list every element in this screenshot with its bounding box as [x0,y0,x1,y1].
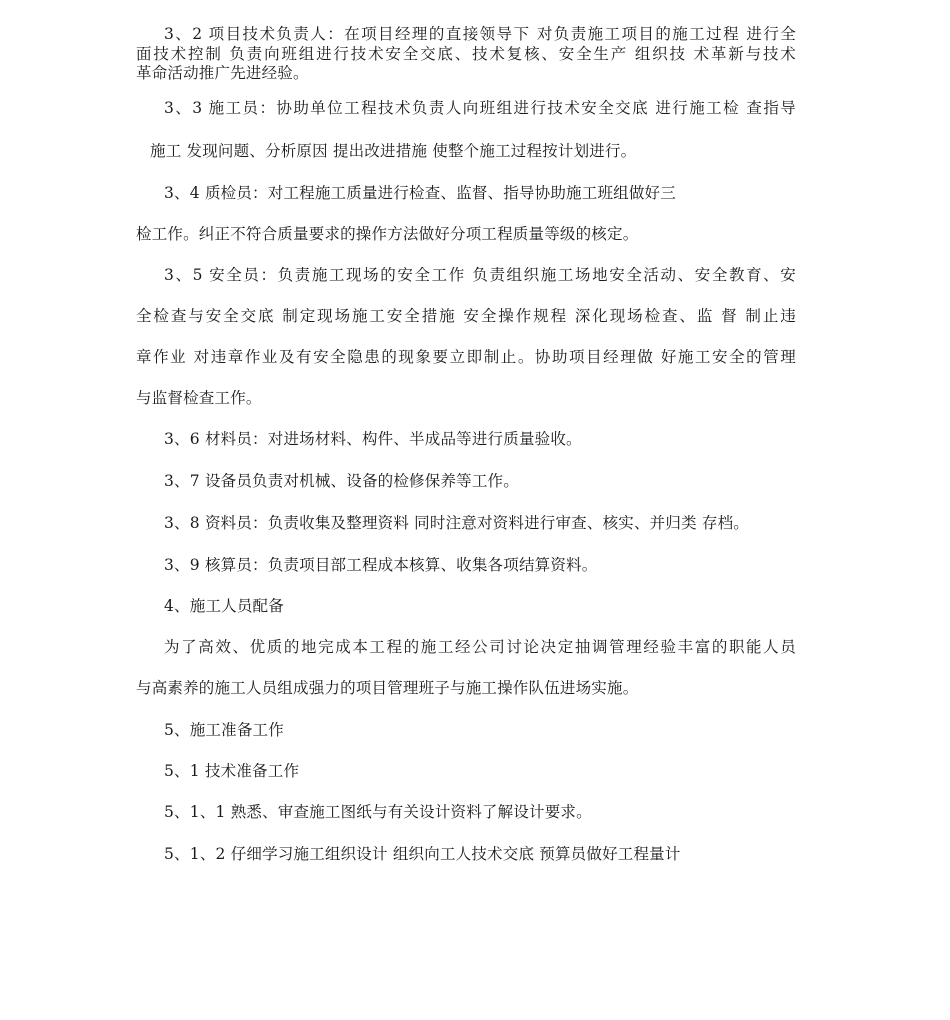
text-line: 与监督检查工作。 [136,389,262,407]
text-line: 3、8 资料员：负责收集及整理资料 同时注意对资料进行审查、核实、并归类 存档。 [164,514,750,532]
text-line: 施工 发现问题、分析原因 提出改进措施 使整个施工过程按计划进行。 [150,142,637,160]
text-line: 革命活动推广先进经验。 [136,64,309,82]
text-line: 面技术控制 负责向班组进行技术安全交底、技术复核、安全生产 组织技 术革新与技术 [136,45,796,63]
text-line: 检工作。纠正不符合质量要求的操作方法做好分项工程质量等级的核定。 [136,225,639,243]
text-line: 全检查与安全交底 制定现场施工安全措施 安全操作规程 深化现场检查、监 督 制止违 [136,307,796,325]
text-line: 3、2 项目技术负责人：在项目经理的直接领导下 对负责施工项目的施工过程 进行全 [164,25,796,43]
text-line: 3、4 质检员：对工程施工质量进行检查、监督、指导协助施工班组做好三 [164,184,676,202]
text-line: 为了高效、优质的地完成本工程的施工经公司讨论决定抽调管理经验丰富的职能人员 [164,638,796,656]
text-line: 3、9 核算员：负责项目部工程成本核算、收集各项结算资料。 [164,556,598,574]
text-line: 3、3 施工员：协助单位工程技术负责人向班组进行技术安全交底 进行施工检 查指导 [164,99,796,117]
text-line: 5、1、2 仔细学习施工组织设计 组织向工人技术交底 预算员做好工程量计 [164,845,681,863]
section-heading: 5、施工准备工作 [164,721,284,739]
text-line: 3、6 材料员：对进场材料、构件、半成品等进行质量验收。 [164,430,582,448]
text-line: 章作业 对违章作业及有安全隐患的现象要立即制止。协助项目经理做 好施工安全的管理 [136,348,796,366]
subsection-heading: 5、1 技术准备工作 [164,762,300,780]
text-line: 3、5 安全员：负责施工现场的安全工作 负责组织施工场地安全活动、安全教育、安 [164,266,796,284]
text-line: 3、7 设备员负责对机械、设备的检修保养等工作。 [164,472,519,490]
text-line: 5、1、1 熟悉、审查施工图纸与有关设计资料了解设计要求。 [164,803,592,821]
section-heading: 4、施工人员配备 [164,597,284,615]
text-line: 与高素养的施工人员组成强力的项目管理班子与施工操作队伍进场实施。 [136,679,639,697]
